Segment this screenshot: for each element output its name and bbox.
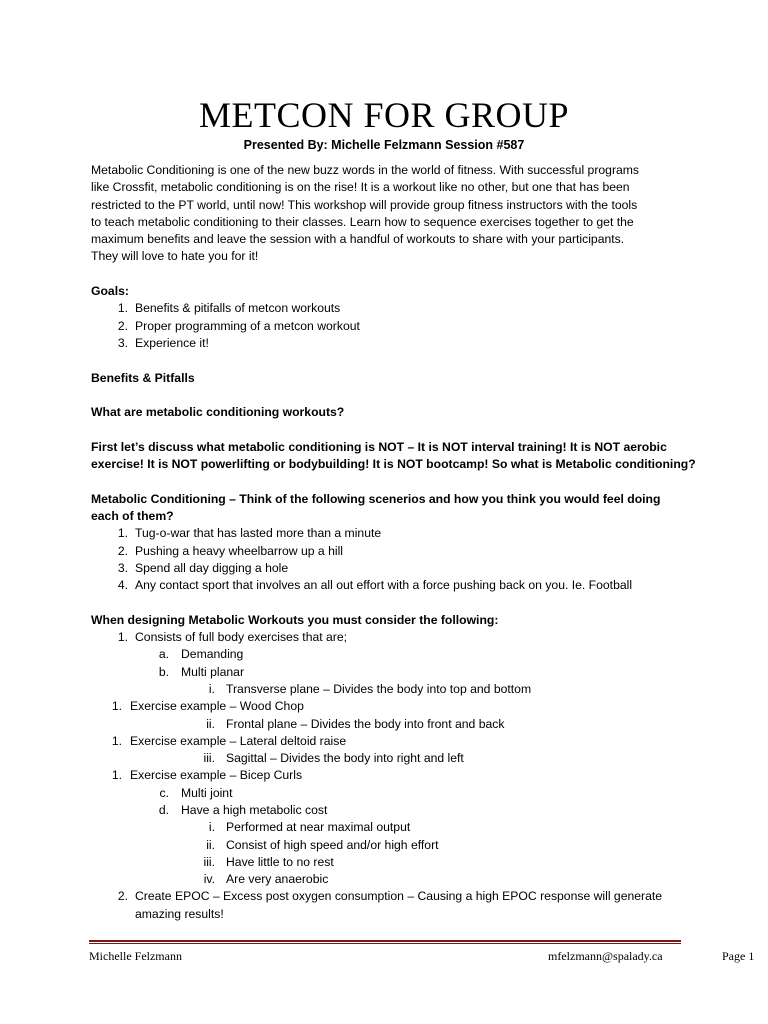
design-text: Sagittal – Divides the body into right and left [226,751,464,766]
list-marker: 2. [117,543,128,558]
design-item [91,750,691,767]
scenario-text: Tug-o-war that has lasted more than a minute [135,526,382,541]
design-section [91,612,691,923]
design-text: Consist of high speed and/or high effort [226,837,439,852]
benefits-heading: Benefits & Pitfalls [91,370,195,385]
design-item [91,888,691,905]
design-text: amazing results! [135,906,224,921]
design-text: Multi planar [181,664,244,679]
design-item [91,698,691,715]
document-subtitle: Presented By: Michelle Felzmann Session #587 [243,138,525,152]
design-item [91,802,691,819]
list-marker: 2. [117,318,128,333]
question-heading: What are metabolic conditioning workouts? [91,405,345,420]
scenario-item [91,560,691,577]
list-marker: 3. [117,560,128,575]
list-marker: b. [158,664,169,679]
design-text: Exercise example – Wood Chop [130,699,304,714]
list-marker: 1. [117,526,128,541]
list-marker: 1. [117,301,128,316]
designing-heading: When designing Metabolic Workouts you must consider the following: [91,612,499,627]
design-text: Consists of full body exercises that are; [135,630,348,645]
design-item [91,733,691,750]
list-marker [91,906,128,923]
design-text: Multi joint [181,785,233,800]
design-text: Create EPOC – Excess post oxygen consumption – Causing a high EPOC response will generate [135,889,663,904]
list-marker: i. [208,681,215,696]
design-text: Have a high metabolic cost [181,802,328,817]
design-text: Have little to no rest [226,854,334,869]
list-marker: iv. [203,872,215,887]
goals-section [91,283,691,352]
scenario-section [91,491,691,595]
design-text: Frontal plane – Divides the body into front and back [226,716,505,731]
scenario-text: Spend all day digging a hole [135,560,289,575]
document-body [91,162,696,923]
scenario-text: Any contact sport that involves an all out effort with a force pushing back on you. Ie. Football [135,578,633,593]
design-item [91,854,691,871]
footer-divider [89,940,681,944]
list-marker: a. [158,647,169,662]
list-marker: ii. [206,837,215,852]
design-text: Exercise example – Bicep Curls [130,768,303,783]
list-marker: 1. [117,630,128,645]
list-marker: iii. [203,854,215,869]
list-marker: 2. [117,889,128,904]
footer-email: mfelzmann@spalady.ca [548,949,663,963]
intro-line: maximum benefits and leave the session with a handful of workouts to share with your participants. [91,232,625,247]
goal-text: Proper programming of a metcon workout [135,318,360,333]
design-item [91,785,691,802]
intro-line: to teach metabolic conditioning to their classes. Learn how to sequence exercises together to get the [91,214,634,229]
intro-line: Metabolic Conditioning is one of the new buzz words in the world of fitness. With successful programs [91,163,640,177]
design-item [91,646,691,663]
list-marker: c. [159,785,169,800]
design-text: Exercise example – Lateral deltoid raise [130,733,347,748]
list-marker: 1. [111,699,122,714]
list-marker: 1. [111,768,122,783]
design-text: Are very anaerobic [226,872,329,887]
design-text: Demanding [181,647,244,662]
list-marker: i. [208,820,215,835]
design-item [91,871,691,888]
design-item [91,629,691,646]
document-title: METCON FOR GROUP [198,95,570,135]
list-marker: 4. [117,578,128,593]
design-item [91,716,691,733]
design-text: Transverse plane – Divides the body into top and bottom [226,681,532,696]
design-item [91,819,691,836]
discuss-line: exercise! It is NOT powerlifting or bodybuilding! It is NOT bootcamp! So what is Metabolic conditioning? [91,457,696,472]
scenario-heading-line: Metabolic Conditioning – Think of the following scenerios and how you think you would feel doing [91,491,661,506]
goal-item [91,335,691,352]
goal-item [91,300,691,317]
design-item [91,767,691,784]
scenario-text: Pushing a heavy wheelbarrow up a hill [135,543,343,558]
list-marker: d. [158,802,169,817]
list-marker: ii. [206,716,215,731]
goal-item [91,318,691,335]
scenario-item [91,525,691,542]
design-item-continuation [91,906,691,923]
intro-line: They will love to hate you for it! [91,249,259,264]
goals-heading: Goals: [91,284,129,299]
footer-author: Michelle Felzmann [89,949,182,963]
design-item [91,681,691,698]
scenario-item [91,577,691,594]
scenario-heading-line: each of them? [91,508,174,523]
design-item [91,664,691,681]
intro-line: restricted to the PT world, until now! This workshop will provide group fitness instructors with the tools [91,197,638,212]
goal-text: Experience it! [135,335,209,350]
goal-text: Benefits & pitifalls of metcon workouts [135,301,341,316]
design-text: Performed at near maximal output [226,820,411,835]
intro-line: like Crossfit, metabolic conditioning is on the rise! It is a workout like no other, but one that has been [91,180,630,195]
list-marker: 3. [117,335,128,350]
scenario-item [91,543,691,560]
discuss-paragraph [91,439,696,474]
discuss-line: First let’s discuss what metabolic conditioning is NOT – It is NOT interval training! It is NOT aerobic [91,439,667,454]
design-item [91,837,691,854]
list-marker: 1. [111,733,122,748]
intro-paragraph [91,162,691,266]
list-marker: iii. [203,751,215,766]
footer-page-number: Page 1 [722,949,755,963]
